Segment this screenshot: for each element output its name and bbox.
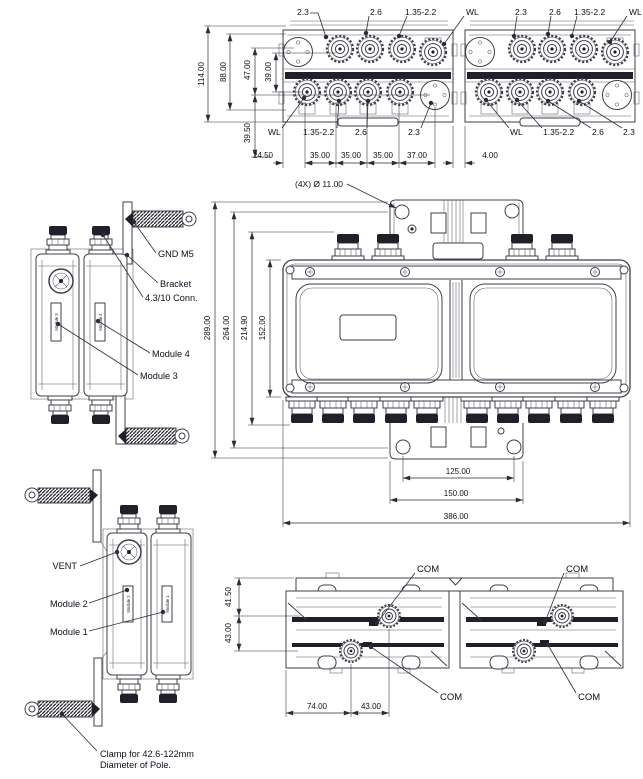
mount-hole xyxy=(396,440,410,454)
mount-hole xyxy=(507,440,521,454)
top-view-back-edge xyxy=(290,21,634,25)
bracket-label: Bracket xyxy=(160,279,192,289)
front-enclosure xyxy=(283,260,630,397)
dim-43-bottom: 43.00 xyxy=(360,702,382,711)
com-connector xyxy=(378,605,400,627)
front-bottom-connectors xyxy=(286,397,619,423)
port-label: 2.3 xyxy=(408,127,420,137)
port-label: WL xyxy=(510,127,523,137)
clamp-note-line2: Diameter of Pole. xyxy=(100,760,171,770)
dim-35-c: 35.00 xyxy=(372,151,394,160)
module-3-label: Module 3 xyxy=(140,371,178,381)
module-1-label: Module 1 xyxy=(50,627,88,637)
com-label: COM xyxy=(566,564,589,575)
dim-39: 39.00 xyxy=(264,61,273,83)
lower-clamp-bottom xyxy=(25,644,112,726)
com-label: COM xyxy=(578,692,601,703)
dim-74: 74.00 xyxy=(306,702,328,711)
module-3-sticker-text: Module 3 xyxy=(54,313,59,331)
front-top-bracket xyxy=(390,200,523,259)
dim-386: 386.00 xyxy=(443,512,469,521)
com-label: COM xyxy=(417,564,440,575)
com-connector xyxy=(513,640,535,662)
dim-114: 114.00 xyxy=(197,62,206,86)
side-view-upper xyxy=(31,202,198,444)
bottom-view xyxy=(224,564,623,717)
clamp-rod xyxy=(38,701,92,717)
top-view-right-assembly xyxy=(461,30,639,126)
port-label: 2.3 xyxy=(515,7,527,17)
dim-214-9: 214.90 xyxy=(240,315,249,341)
bottom-left-assembly xyxy=(286,585,449,673)
clamp-rod xyxy=(126,428,176,444)
port-label: WL xyxy=(629,7,642,17)
dim-264: 264.00 xyxy=(222,315,231,341)
dim-125: 125.00 xyxy=(445,467,471,476)
module-1-body xyxy=(151,533,191,675)
vent-port xyxy=(49,269,73,293)
vent-label: VENT xyxy=(52,561,77,571)
port-label: 1.35-2.2 xyxy=(543,127,575,137)
clamp-rod xyxy=(133,211,183,227)
com-connector xyxy=(551,605,573,627)
port-label: WL xyxy=(466,7,479,17)
com-label: COM xyxy=(440,692,463,703)
bottom-top-bar xyxy=(296,573,613,591)
side-view-lower xyxy=(25,470,194,770)
mount-hole xyxy=(395,205,409,219)
mount-hole xyxy=(505,204,519,218)
dim-41-5: 41.50 xyxy=(224,586,233,608)
dim-39-5: 39.50 xyxy=(243,122,252,144)
conn-type-label: 4.3/10 Conn. xyxy=(145,293,198,303)
dim-24-5: 24.50 xyxy=(252,151,274,160)
dim-35-a: 35.00 xyxy=(309,151,331,160)
dim-47: 47.00 xyxy=(243,59,252,81)
port-label: 2.3 xyxy=(297,7,309,17)
com-connector xyxy=(340,640,362,662)
port-label: 1.35-2.2 xyxy=(303,127,335,137)
mount-hole-note: (4X) Ø 11.00 xyxy=(295,179,344,189)
dim-35-b: 35.00 xyxy=(340,151,362,160)
port-label: 2.6 xyxy=(549,7,561,17)
bottom-right-assembly xyxy=(460,585,623,673)
vent-port xyxy=(117,540,141,564)
gnd-label: GND M5 xyxy=(158,249,194,259)
clamp-note-line1: Clamp for 42.6-122mm xyxy=(100,749,194,759)
front-view xyxy=(203,179,630,527)
port-label: 1.35-2.2 xyxy=(405,7,437,17)
dim-152: 152.00 xyxy=(258,315,267,341)
port-label: 2.6 xyxy=(355,127,367,137)
port-label: WL xyxy=(268,127,281,137)
module-2-label: Module 2 xyxy=(50,599,88,609)
port-label: 2.6 xyxy=(370,7,382,17)
port-label: 1.35-2.2 xyxy=(574,7,606,17)
dim-150: 150.00 xyxy=(443,489,469,498)
lower-clamp-top xyxy=(25,470,112,561)
dim-88: 88.00 xyxy=(219,61,228,83)
module-4-body xyxy=(84,254,127,396)
clamp-rod xyxy=(38,488,90,503)
dim-43-side: 43.00 xyxy=(224,622,233,644)
dim-37: 37.00 xyxy=(406,151,428,160)
module-2-sticker-text: Module 2 xyxy=(126,595,131,613)
module-4-sticker-text: Module 4 xyxy=(98,313,103,331)
top-view xyxy=(197,7,642,168)
port-label: 2.6 xyxy=(592,127,604,137)
port-label: 2.3 xyxy=(623,127,635,137)
dim-4: 4.00 xyxy=(482,151,498,160)
dim-289: 289.00 xyxy=(203,315,212,341)
module-4-label: Module 4 xyxy=(152,349,190,359)
module-1-sticker-text: Module 1 xyxy=(165,595,170,613)
